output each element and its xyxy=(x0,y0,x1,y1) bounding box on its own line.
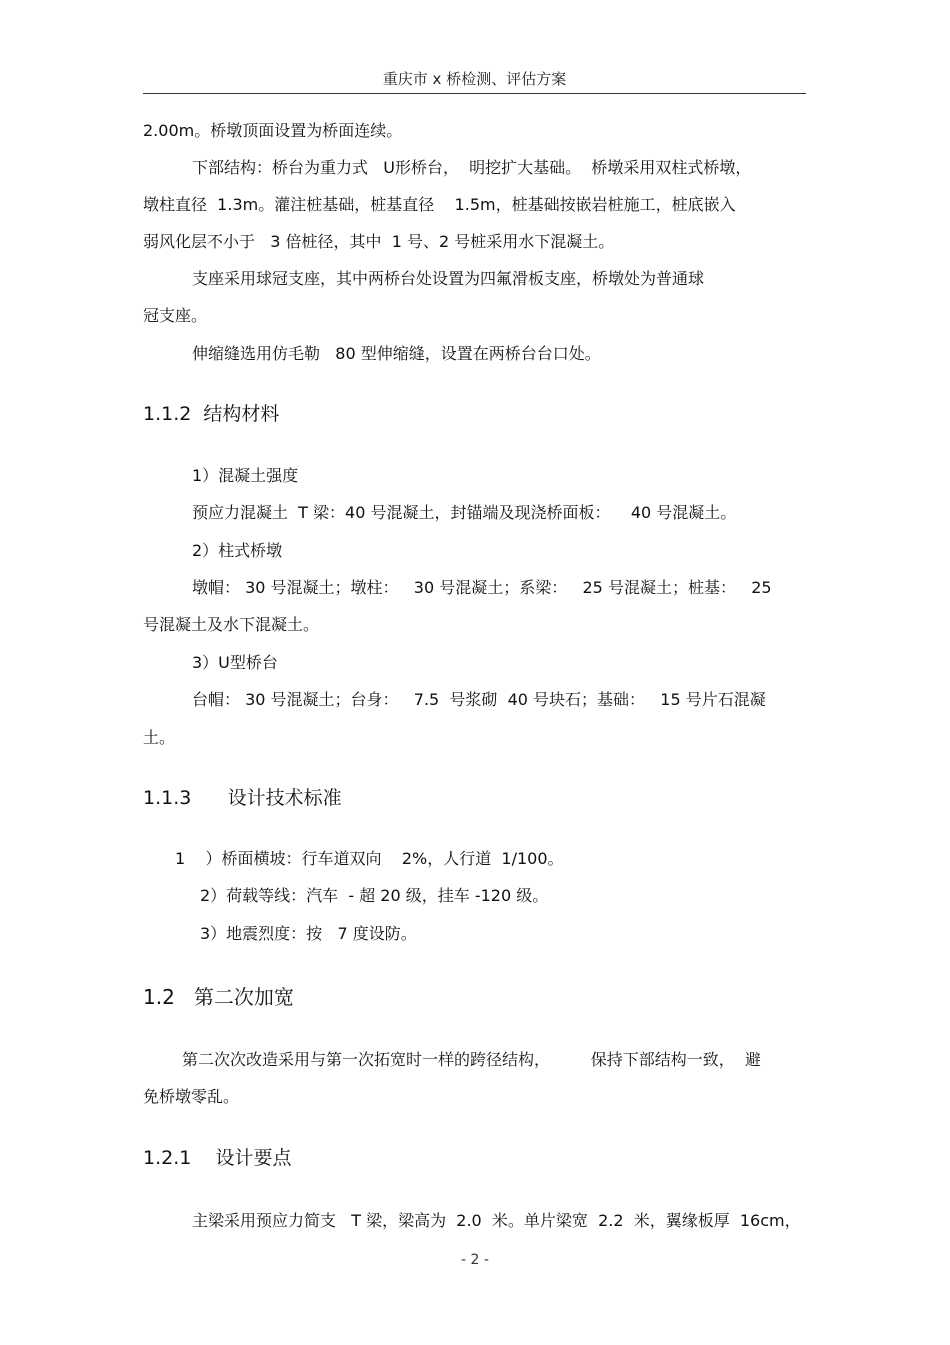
page-header: 重庆市 x 桥检测、评估方案 xyxy=(382,70,567,88)
text-line: 1）混凝土强度 xyxy=(192,466,299,485)
text-line: 免桥墩零乱。 xyxy=(143,1087,240,1106)
text-line: 预应力混凝土 T 梁：40 号混凝土，封锚端及现浇桥面板： 40 号混凝土。 xyxy=(192,503,737,522)
text-line: 墩帽： 30 号混凝土；墩柱： 30 号混凝土；系梁： 25 号混凝土；桩基： 25 xyxy=(192,578,772,597)
text-line: 弱风化层不小于 3 倍桩径，其中 1 号、2 号桩采用水下混凝土。 xyxy=(143,232,615,251)
section-heading-1-2: 1.2 第二次加宽 xyxy=(143,985,294,1009)
text-line: 台帽： 30 号混凝土；台身： 7.5 号浆砌 40 号块石；基础： 15 号片石混凝 xyxy=(192,690,766,709)
text-line: 3）地震烈度：按 7 度设防。 xyxy=(200,924,417,943)
section-heading-1-1-3: 1.1.3 设计技术标准 xyxy=(143,787,342,809)
text-line: 第二次次改造采用与第一次拓宽时一样的跨径结构， 保持下部结构一致， 避 xyxy=(182,1050,761,1069)
text-line: 土。 xyxy=(143,728,176,747)
page-number: - 2 - xyxy=(461,1252,489,1268)
text-line: 2）柱式桥墩 xyxy=(192,541,283,560)
text-line: 2）荷载等线：汽车 - 超 20 级，挂车 -120 级。 xyxy=(200,886,549,905)
text-line: 主梁采用预应力简支 T 梁，梁高为 2.0 米。单片梁宽 2.2 米，翼缘板厚 16cm， xyxy=(192,1211,801,1230)
text-line: 冠支座。 xyxy=(143,306,208,325)
text-line: 2.00m。桥墩顶面设置为桥面连续。 xyxy=(143,121,403,140)
text-line: 墩柱直径 1.3m。灌注桩基础，桩基直径 1.5m，桩基础按嵌岩桩施工，桩底嵌入 xyxy=(143,195,736,214)
text-line: 支座采用球冠支座，其中两桥台处设置为四氟滑板支座，桥墩处为普通球 xyxy=(192,269,705,288)
section-heading-1-2-1: 1.2.1 设计要点 xyxy=(143,1147,292,1169)
header-rule xyxy=(143,93,806,94)
section-heading-1-1-2: 1.1.2 结构材料 xyxy=(143,403,280,425)
text-line: 下部结构：桥台为重力式 U形桥台， 明挖扩大基础。 桥墩采用双柱式桥墩， xyxy=(192,158,752,177)
text-line: 3）U型桥台 xyxy=(192,653,278,672)
text-line: 号混凝土及水下混凝土。 xyxy=(143,615,320,634)
text-line: 伸缩缝选用仿毛勒 80 型伸缩缝，设置在两桥台台口处。 xyxy=(192,344,601,363)
text-line: 1 ）桥面横坡：行车道双向 2%，人行道 1/100。 xyxy=(175,849,564,868)
